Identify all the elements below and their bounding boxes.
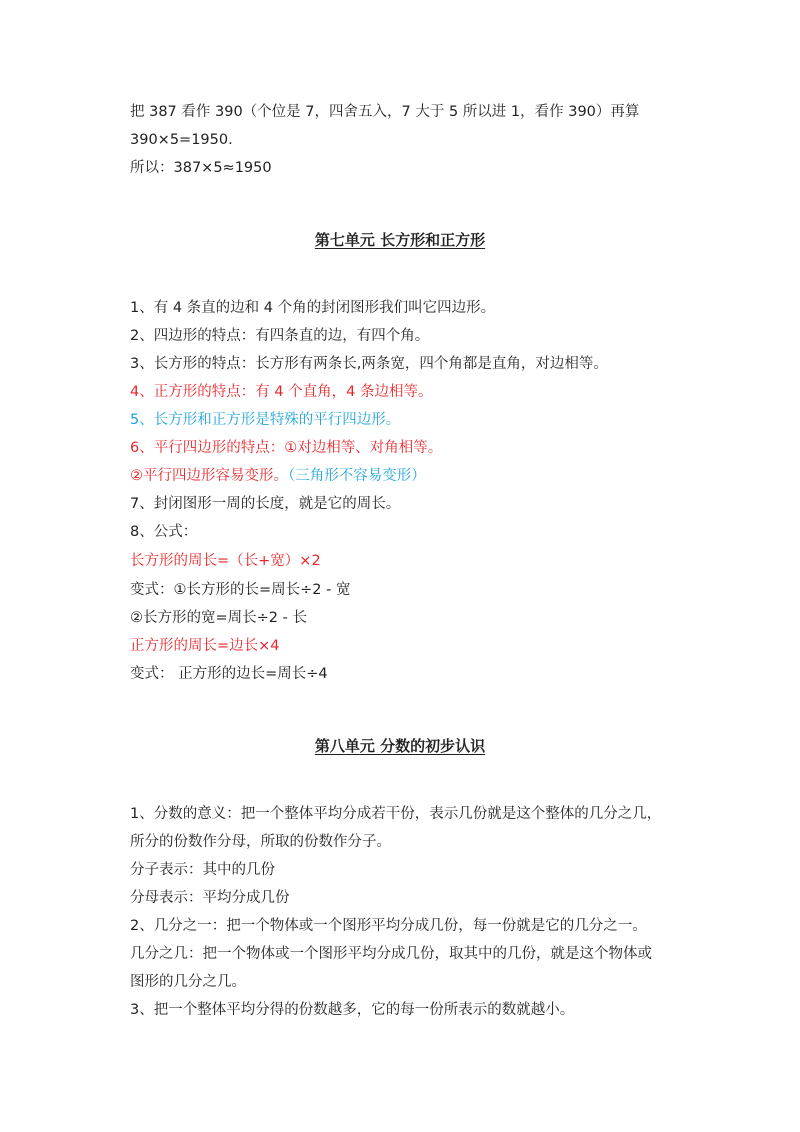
unit7-formula-square-perimeter: 正方形的周长=边长×4	[130, 638, 280, 654]
intro-line-3: 所以：387×5≈1950	[130, 160, 272, 176]
unit7-formula-square-side: 变式： 正方形的边长=周长÷4	[130, 666, 328, 682]
unit8-point-3: 3、把一个整体平均分得的份数越多，它的每一份所表示的数就越小。	[130, 1002, 575, 1018]
unit8-point-1: 1、分数的意义：把一个整体平均分成若干份，表示几份就是这个整体的几分之几，	[130, 806, 662, 822]
unit7-formula-rect-perimeter: 长方形的周长=（长+宽）×2	[130, 553, 321, 569]
unit7-heading	[0, 230, 800, 250]
unit7-point-5: 5、长方形和正方形是特殊的平行四边形。	[130, 412, 401, 428]
unit8-point-2-continued: 图形的几分之几。	[130, 974, 246, 990]
unit7-point-2: 2、四边形的特点：有四条直的边，有四个角。	[130, 328, 430, 344]
unit7-title: 第七单元 长方形和正方形	[314, 231, 486, 249]
intro-line-2: 390×5=1950.	[130, 132, 233, 148]
unit7-formula-rect-width: ②长方形的宽=周长÷2 - 长	[130, 610, 307, 626]
unit7-point-6-continued	[130, 466, 426, 486]
unit7-point-6: 6、平行四边形的特点：①对边相等、对角相等。	[130, 440, 443, 456]
unit7-point-6b-blue: （三角形不容易变形）	[288, 468, 426, 484]
intro-line-1: 把 387 看作 390（个位是 7，四舍五入，7 大于 5 所以进 1，看作 390）再算	[130, 104, 640, 120]
unit8-numerator-meaning: 分子表示：其中的几份	[130, 862, 275, 878]
unit7-formula-rect-length: 变式：①长方形的长=周长÷2 - 宽	[130, 582, 351, 598]
unit8-point-1-continued: 所分的份数作分母，所取的份数作分子。	[130, 834, 391, 850]
unit8-heading	[0, 736, 800, 756]
unit7-point-1: 1、有 4 条直的边和 4 个角的封闭图形我们叫它四边形。	[130, 300, 496, 316]
unit7-point-7: 7、封闭图形一周的长度，就是它的周长。	[130, 496, 401, 512]
unit7-point-8: 8、公式：	[130, 524, 198, 540]
unit8-point-2: 2、几分之一：把一个物体或一个图形平均分成几份，每一份就是它的几分之一。	[130, 918, 647, 934]
unit8-denominator-meaning: 分母表示：平均分成几份	[130, 890, 290, 906]
unit8-title: 第八单元 分数的初步认识	[314, 737, 486, 755]
unit7-point-6b-red: ②平行四边形容易变形。	[130, 468, 288, 484]
unit8-point-2-several: 几分之几：把一个物体或一个图形平均分成几份，取其中的几份，就是这个物体或	[130, 946, 652, 962]
unit7-point-3: 3、长方形的特点：长方形有两条长,两条宽，四个角都是直角，对边相等。	[130, 356, 608, 372]
unit7-point-4: 4、正方形的特点：有 4 个直角，4 条边相等。	[130, 384, 433, 400]
